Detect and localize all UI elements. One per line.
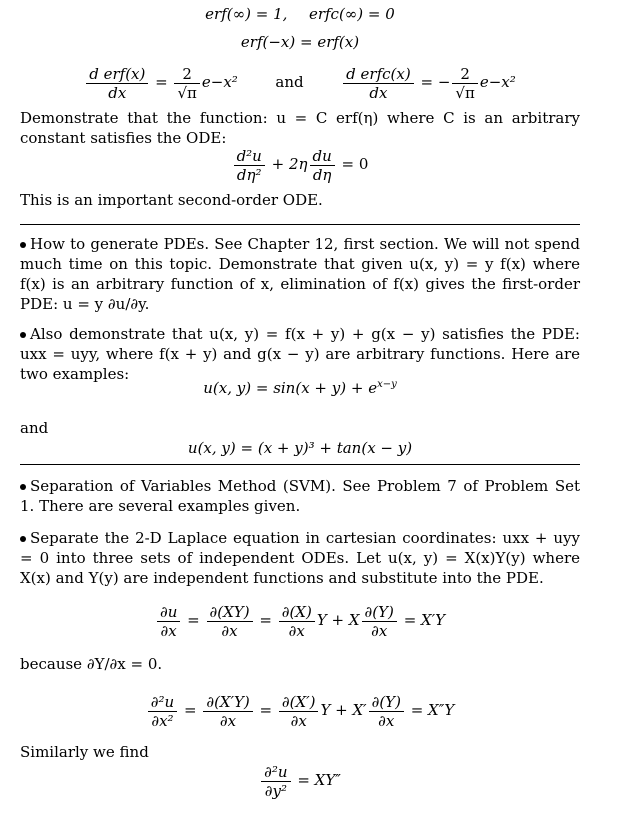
- svm-text: Separation of Variables Method (SVM). See Problem 7 of Problem Set 1. There are several examples given.: [20, 477, 580, 515]
- bullet-icon: [20, 484, 26, 490]
- d-erf-numerator: d erf(x): [86, 65, 148, 84]
- dXpY-numerator: ∂(X′Y): [203, 693, 252, 712]
- two-over-sqrt-pi-1: [174, 65, 199, 102]
- first-derivative-separation: [20, 598, 580, 642]
- dXY-denominator: ∂x: [221, 621, 238, 640]
- bullet-icon: [20, 242, 26, 248]
- svm-paragraph: [20, 476, 580, 516]
- ode-equals-zero: = 0: [341, 155, 369, 173]
- d2u-dy2-denominator: ∂y²: [264, 781, 287, 800]
- d2u-dy2-numerator: ∂²u: [261, 763, 290, 782]
- du-fraction: [310, 147, 335, 184]
- two-numerator-2: 2: [452, 65, 477, 84]
- erf-limits-equation: [20, 4, 580, 24]
- result-X-Ydoubleprime: = XY″: [297, 771, 341, 789]
- d-erf-denominator: dx: [108, 83, 127, 102]
- sqrt-pi-denominator-2: √π: [455, 83, 475, 102]
- bullet-icon: [20, 536, 26, 542]
- example-1-equation: [20, 378, 580, 398]
- d-erfc-denominator: dx: [369, 83, 388, 102]
- y-second-derivative: [20, 758, 580, 802]
- example-2-text: u(x, y) = (x + y)³ + tan(x − y): [187, 439, 413, 457]
- bullet-icon: [20, 332, 26, 338]
- result-Xdoubleprime-Y: = X″Y: [410, 701, 455, 719]
- gaussian-term-1: e−x²: [201, 73, 238, 91]
- dY-dx-fraction: [362, 603, 397, 640]
- dY-numerator: ∂(Y): [362, 603, 397, 622]
- d-erf-fraction: [86, 65, 148, 102]
- result-Xprime-Y: = X′Y: [403, 611, 446, 629]
- plus-Xprime-factor: + X′: [335, 701, 367, 719]
- du-denominator: dη: [312, 165, 332, 184]
- second-order-ode: [20, 144, 580, 184]
- erf-derivative-equations: $\frac{\text{d erf(x)}}{dx}$ = $\frac{2}{√\pi}$ e−x² and $\frac{\text{d erfc(x)}}{dx}$ = − $\frac{2}{√\pi}$ e−x²: [20, 62, 580, 102]
- du-numerator: du: [310, 147, 335, 166]
- also-demonstrate-paragraph: [20, 324, 580, 384]
- dY-numerator-2: ∂(Y): [369, 693, 404, 712]
- dXp-numerator: ∂(X′): [279, 693, 319, 712]
- erf-infinity: erf(∞) = 1,: [205, 5, 288, 23]
- demonstrate-erf-paragraph: Demonstrate that the function: u = C erf(η) where C is an arbitrary constant satisfies the ODE:: [20, 109, 580, 147]
- two-over-sqrt-pi-2: [452, 65, 477, 102]
- equals-sign: =: [259, 701, 273, 719]
- example-1-text: u(x, y) = sin(x + y) + e: [203, 379, 378, 397]
- laplace-paragraph: [20, 528, 580, 588]
- plus-X-factor: + X: [331, 611, 360, 629]
- Y-factor: Y: [316, 611, 327, 629]
- dY-dx-fraction-2: [369, 693, 404, 730]
- because-note: because ∂Y/∂x = 0.: [20, 655, 163, 673]
- Y-factor: Y: [320, 701, 331, 719]
- gaussian-term-2: e−x²: [479, 73, 516, 91]
- d-erfc-fraction: [343, 65, 414, 102]
- laplace-text: Separate the 2-D Laplace equation in cartesian coordinates: uxx + uyy = 0 into three sets of independent ODEs. Let u(x, y) = X(x)Y(y) where X(x) and Y(y) are independent functions and substitute into the PDE.: [20, 529, 580, 587]
- also-demonstrate-text: Also demonstrate that u(x, y) = f(x + y) + g(x − y) satisfies the PDE: uxx = uyy, where f(x + y) and g(x − y) are arbitrary functions. Here are two examples:: [20, 325, 580, 383]
- d2u-numerator: d²u: [234, 147, 265, 166]
- section-divider-1: [20, 224, 580, 225]
- and-word-1: and: [275, 73, 304, 91]
- du-dx-denominator: ∂x: [160, 621, 177, 640]
- erf-symmetry-equation: [20, 32, 580, 52]
- d2u-dy2-fraction: [261, 763, 290, 800]
- dY-denominator-2: ∂x: [378, 711, 395, 730]
- sqrt-pi-denominator-1: √π: [177, 83, 197, 102]
- pde-generation-paragraph: [20, 234, 580, 314]
- dX-denominator: ∂x: [288, 621, 305, 640]
- two-numerator-1: 2: [174, 65, 199, 84]
- dY-denominator: ∂x: [371, 621, 388, 640]
- equals-sign: =: [187, 611, 200, 629]
- dXpY-dx-fraction: [203, 693, 252, 730]
- d2u-dx2-fraction: [148, 693, 177, 730]
- second-derivative-separation: [20, 688, 580, 732]
- dX-dx-fraction: [279, 603, 315, 640]
- d2u-dx2-numerator: ∂²u: [148, 693, 177, 712]
- similarly-note: Similarly we find: [20, 743, 149, 761]
- dXpY-denominator: ∂x: [219, 711, 237, 730]
- dXY-dx-fraction: [207, 603, 253, 640]
- dXY-numerator: ∂(XY): [207, 603, 253, 622]
- du-dx-fraction: [157, 603, 180, 640]
- d2u-fraction: [234, 147, 265, 184]
- dXp-denominator: ∂x: [290, 711, 307, 730]
- section-divider-2: [20, 464, 580, 465]
- example-2-equation: [20, 438, 580, 458]
- second-order-note: This is an important second-order ODE.: [20, 191, 323, 209]
- pde-generation-text: How to generate PDEs. See Chapter 12, first section. We will not spend much time on this topic. Demonstrate that given u(x, y) = y f(x) where f(x) is an arbitrary function of x, elimination of f(x) gives the first-order PDE: u = y ∂u/∂y.: [20, 235, 580, 313]
- equals-sign: =: [259, 611, 272, 629]
- d-erfc-numerator: d erfc(x): [343, 65, 414, 84]
- du-dx-numerator: ∂u: [157, 603, 180, 622]
- d2u-denominator: dη²: [236, 165, 262, 184]
- dXp-dx-fraction: [279, 693, 319, 730]
- d2u-dx2-denominator: ∂x²: [151, 711, 174, 730]
- equals-sign: =: [183, 701, 197, 719]
- erfc-infinity: erfc(∞) = 0: [308, 5, 395, 23]
- two-eta-term: + 2η: [271, 155, 308, 173]
- and-connector: and: [20, 419, 49, 437]
- dX-numerator: ∂(X): [279, 603, 315, 622]
- minus-sign: −: [437, 73, 451, 91]
- erf-symmetry-text: erf(−x) = erf(x): [240, 33, 360, 51]
- example-1-exponent: x−y: [377, 379, 397, 390]
